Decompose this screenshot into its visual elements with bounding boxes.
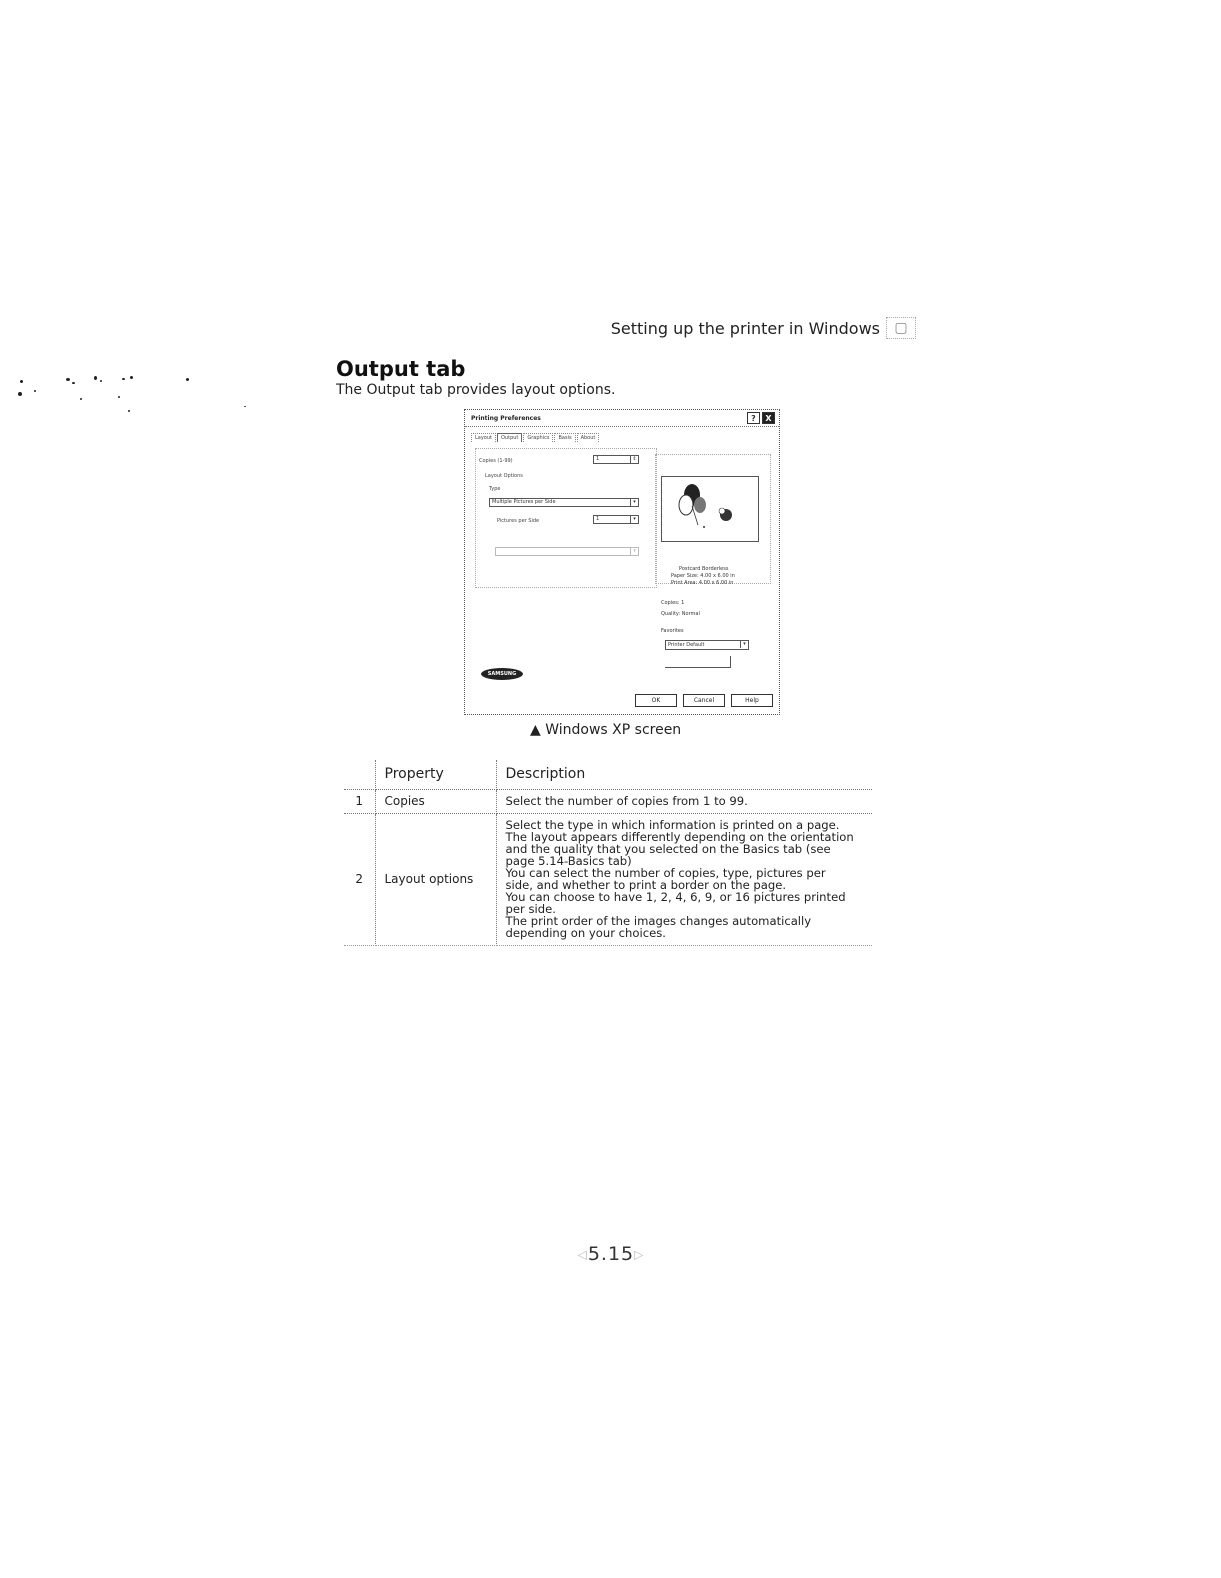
close-icon[interactable]: X: [762, 412, 775, 424]
cancel-button[interactable]: Cancel: [683, 694, 725, 707]
chevron-right-icon: ▷: [634, 1247, 645, 1262]
favorites-save-button[interactable]: [665, 656, 731, 668]
running-header-text: Setting up the printer in Windows: [610, 318, 880, 338]
computer-icon: ▢: [886, 317, 916, 339]
row-number: 2: [344, 813, 375, 945]
row-property: Copies: [375, 789, 496, 813]
scan-noise: [10, 370, 260, 430]
row-number: 1: [344, 789, 375, 813]
page-number-text: 5.15: [587, 1243, 635, 1265]
section-intro: The Output tab provides layout options.: [336, 382, 616, 398]
running-header: [560, 316, 916, 340]
tab-output[interactable]: Output: [497, 433, 522, 442]
table-header-property: Property: [375, 760, 496, 789]
description-line: Select the type in which information is printed on a page.: [505, 818, 840, 832]
table-header-num: [344, 760, 375, 789]
ok-button[interactable]: OK: [635, 694, 677, 707]
row-property: Layout options: [375, 813, 496, 945]
tab-layout[interactable]: Layout: [471, 433, 496, 442]
row-description: [496, 813, 872, 945]
pictures-per-side-value: 1: [596, 516, 600, 522]
description-line: depending on your choices.: [505, 926, 666, 940]
table-row: [344, 813, 872, 945]
page-number: [566, 1243, 656, 1265]
chevron-down-icon[interactable]: ▾: [630, 499, 638, 506]
description-line: Select the number of copies from 1 to 99.: [505, 794, 748, 808]
description-line: per side.: [505, 902, 556, 916]
chevron-down-icon: ▾: [630, 548, 638, 555]
chevron-down-icon[interactable]: ▾: [630, 516, 638, 523]
description-line: The print order of the images changes automatically: [505, 914, 812, 928]
preview-caption: Postcard Borderless: [679, 566, 729, 572]
type-select[interactable]: [489, 498, 639, 507]
tab-basis[interactable]: Basis: [554, 433, 575, 442]
type-label: Type: [489, 486, 501, 492]
tab-graphics[interactable]: Graphics: [523, 433, 553, 442]
print-area-info: Print Area: 4.00 x 6.00 in: [671, 580, 734, 586]
favorites-label: Favorites: [661, 628, 684, 634]
pictures-per-side-label: Pictures per Side: [497, 518, 540, 524]
layout-options-label: Layout Options: [485, 473, 523, 479]
copies-label: Copies (1-99): [479, 458, 513, 464]
copies-info: Copies: 1: [661, 600, 685, 606]
help-icon[interactable]: ?: [747, 412, 760, 424]
dialog-tabs: [471, 433, 599, 442]
property-table: [344, 760, 872, 946]
spin-arrows-icon[interactable]: ⇕: [630, 456, 638, 463]
pictures-per-side-select[interactable]: [593, 515, 639, 524]
favorites-select[interactable]: [665, 640, 749, 650]
quality-info: Quality: Normal: [661, 611, 700, 617]
description-line: side, and whether to print a border on the page.: [505, 878, 787, 892]
section-title: Output tab: [336, 357, 466, 381]
table-header-description: Description: [496, 760, 872, 789]
preview-image: [661, 476, 759, 542]
chevron-down-icon[interactable]: ▾: [740, 641, 748, 648]
description-line: page 5.14-Basics tab): [505, 854, 632, 868]
chevron-left-icon: ◁: [577, 1247, 588, 1262]
disabled-select: [495, 547, 639, 556]
dialog-title: Printing Preferences: [471, 414, 541, 422]
description-line: You can choose to have 1, 2, 4, 6, 9, or 16 pictures printed: [505, 890, 846, 904]
balloon-preview-icon: [662, 477, 758, 541]
row-description: [496, 789, 872, 813]
type-value: Multiple Pictures per Side: [492, 499, 556, 505]
copies-value: 1: [596, 456, 600, 462]
description-line: The layout appears differently depending on the orientation: [505, 830, 854, 844]
help-button[interactable]: Help: [731, 694, 773, 707]
samsung-logo: SAMSUNG: [481, 668, 523, 680]
table-header-row: [344, 760, 872, 789]
printing-preferences-dialog: [464, 409, 780, 715]
tab-about[interactable]: About: [577, 433, 600, 442]
description-line: and the quality that you selected on the Basics tab (see: [505, 842, 831, 856]
description-line: You can select the number of copies, type, pictures per: [505, 866, 826, 880]
figure-caption: ▲ Windows XP screen: [530, 722, 682, 738]
table-row: [344, 789, 872, 813]
favorites-value: Printer Default: [668, 642, 705, 648]
paper-size-info: Paper Size: 4.00 x 6.00 in: [671, 573, 735, 579]
dialog-titlebar: [465, 410, 779, 427]
